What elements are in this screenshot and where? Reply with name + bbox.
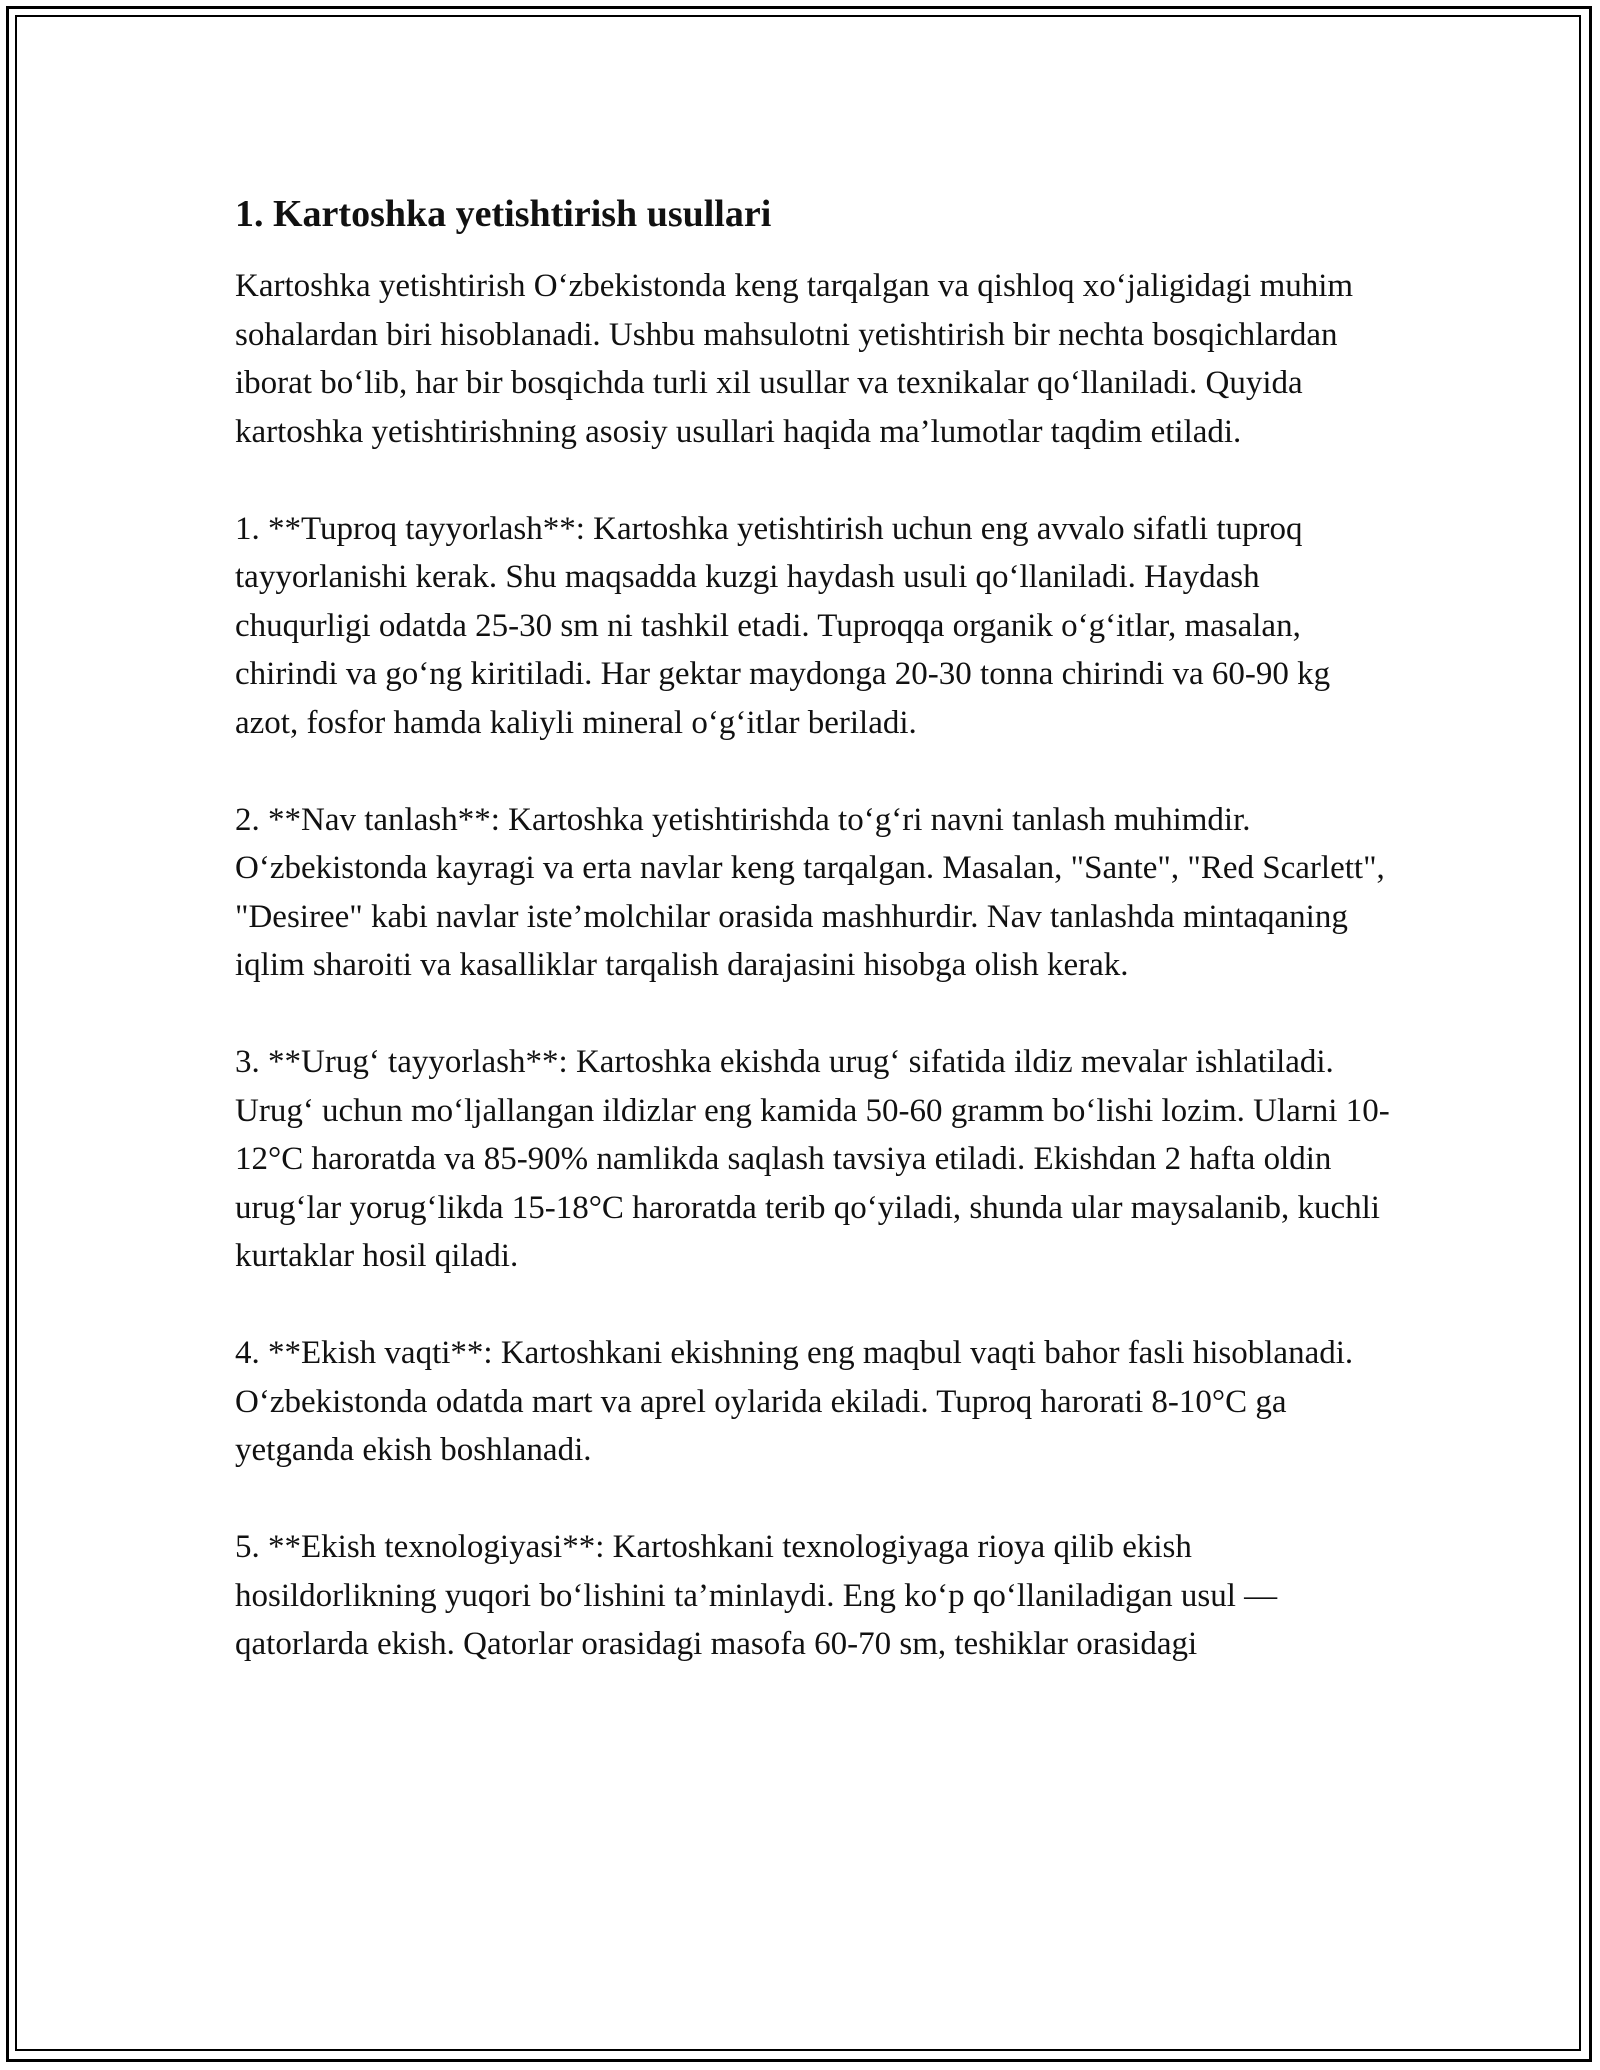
section-heading: 1. Kartoshka yetishtirish usullari: [235, 193, 772, 235]
document-body: [235, 190, 1395, 1717]
paragraph-planting-technology: 5. **Ekish texnologiyasi**: Kartoshkani texnologiyaga rioya qilib ekish hosildorlikning yuqori bo‘lishini ta’minlaydi. Eng ko‘p qo‘llaniladigan usul — qatorlarda ekish. Qatorlar orasidagi masofa 60-70 sm, teshiklar orasidagi: [235, 1529, 1278, 1662]
paragraph-variety-selection: 2. **Nav tanlash**: Kartoshka yetishtirishda to‘g‘ri navni tanlash muhimdir. O‘zbekistonda kayragi va erta navlar keng tarqalgan. Masalan, "Sante", "Red Scarlett", "Desiree" kabi navlar iste’molchilar orasida mashhurdir. Nav tanlashda mintaqaning iqlim sharoiti va kasalliklar tarqalish darajasini hisobga olish kerak.: [235, 801, 1385, 983]
paragraph-planting-time: 4. **Ekish vaqti**: Kartoshkani ekishning eng maqbul vaqti bahor fasli hisoblanadi. O‘zbekistonda odatda mart va aprel oylarida ekiladi. Tuproq harorati 8-10°C ga yetganda ekish boshlanadi.: [235, 1335, 1354, 1468]
paragraph-seed-preparation: 3. **Urug‘ tayyorlash**: Kartoshka ekishda urug‘ sifatida ildiz mevalar ishlatiladi. Urug‘ uchun mo‘ljallangan ildizlar eng kamida 50-60 gramm bo‘lishi lozim. Ularni 10-12°C haroratda va 85-90% namlikda saqlash tavsiya etiladi. Ekishdan 2 hafta oldin urug‘lar yorug‘likda 15-18°C haroratda terib qo‘yiladi, shunda ular maysalanib, kuchli kurtaklar hosil qiladi.: [235, 1044, 1390, 1274]
intro-paragraph: Kartoshka yetishtirish O‘zbekistonda keng tarqalgan va qishloq xo‘jaligidagi muhim sohalardan biri hisoblanadi. Ushbu mahsulotni yetishtirish bir nechta bosqichlardan iborat bo‘lib, har bir bosqichda turli xil usullar va texnikalar qo‘llaniladi. Quyida kartoshka yetishtirishning asosiy usullari haqida ma’lumotlar taqdim etiladi.: [235, 268, 1354, 450]
paragraph-soil-preparation: 1. **Tuproq tayyorlash**: Kartoshka yetishtirish uchun eng avvalo sifatli tuproq tayyorlanishi kerak. Shu maqsadda kuzgi haydash usuli qo‘llaniladi. Haydash chuqurligi odatda 25-30 sm ni tashkil etadi. Tuproqqa organik o‘g‘itlar, masalan, chirindi va go‘ng kiritiladi. Har gektar maydonga 20-30 tonna chirindi va 60-90 kg azot, fosfor hamda kaliyli mineral o‘g‘itlar beriladi.: [235, 510, 1331, 741]
